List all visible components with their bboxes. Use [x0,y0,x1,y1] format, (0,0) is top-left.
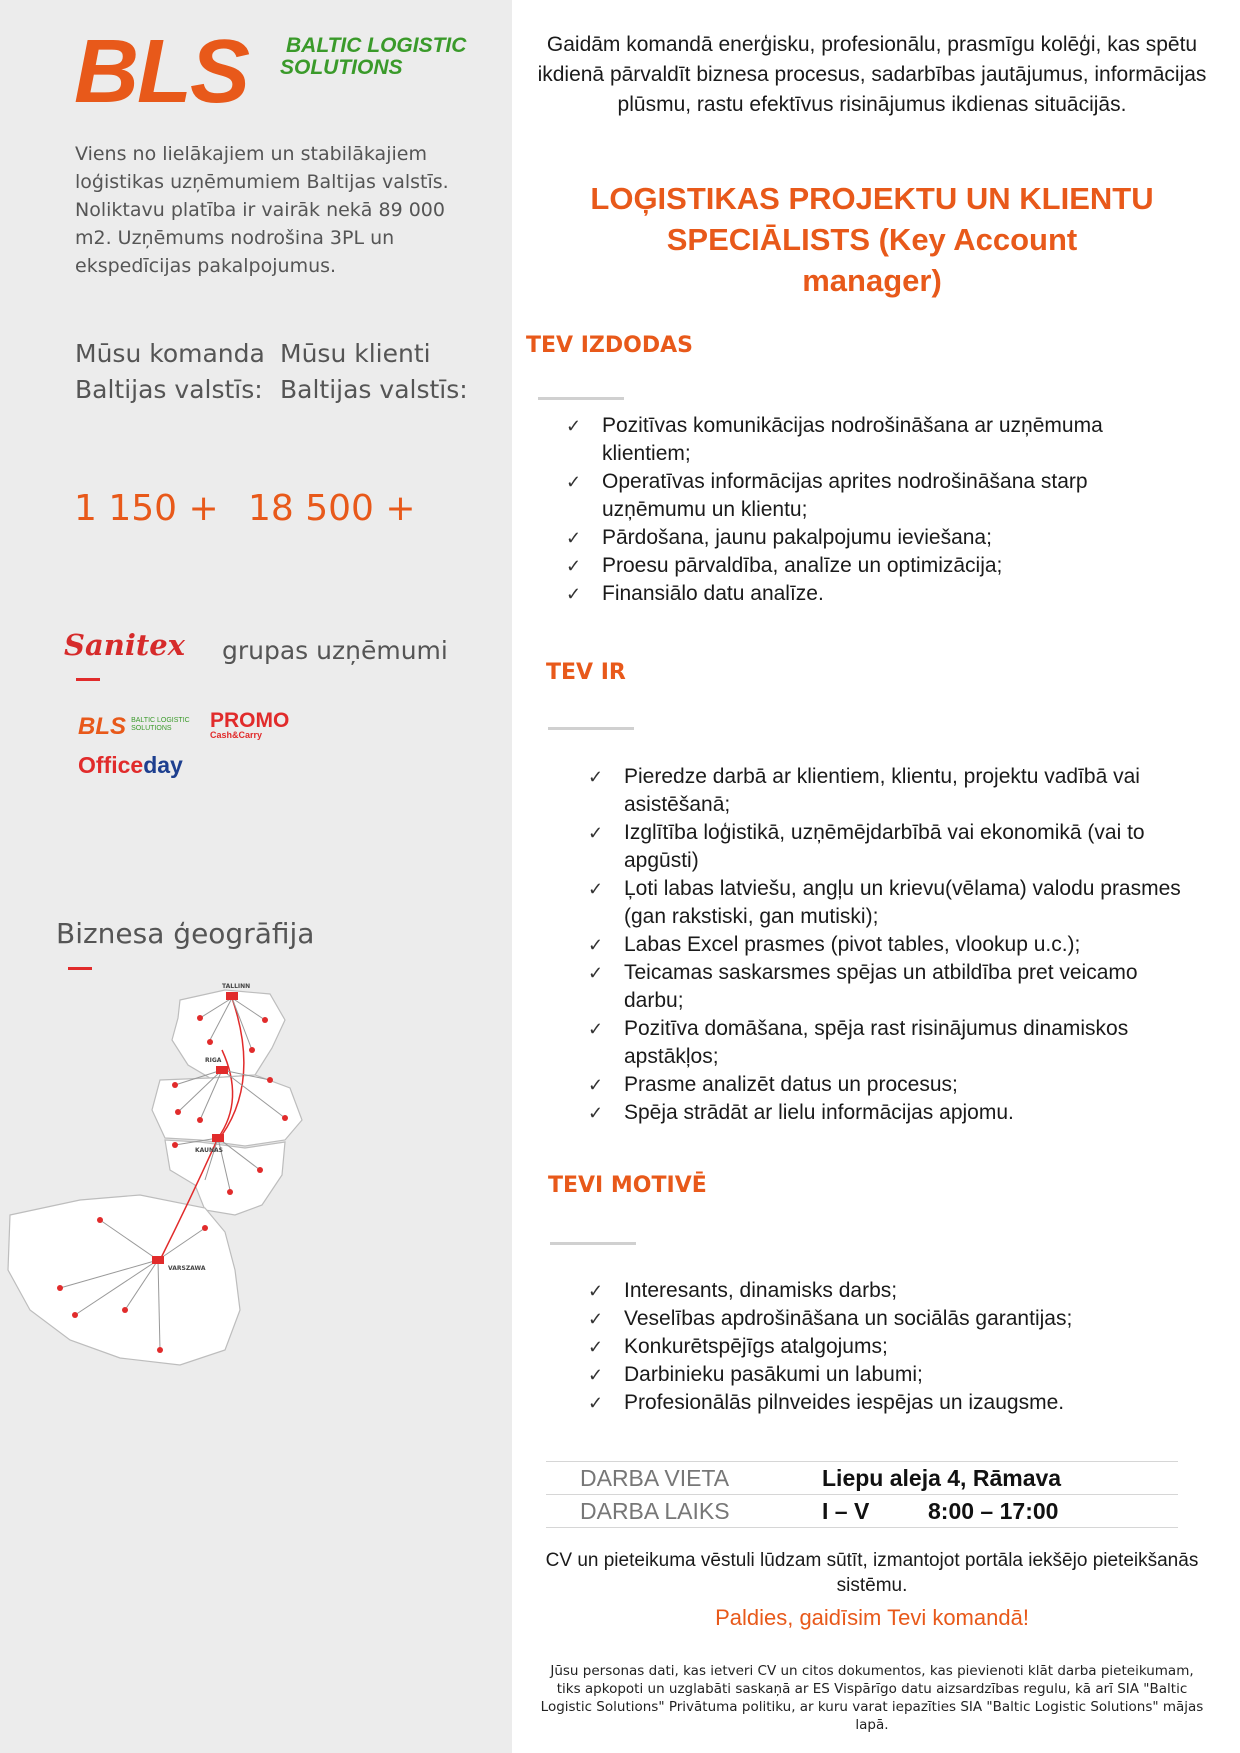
business-map [0,970,310,1394]
checkmark-icon: ✓ [588,767,604,787]
stat-clients [280,336,468,408]
red-divider [76,678,100,681]
info-value-days: I – V [822,1497,870,1524]
section-title-motivation: TEVI MOTIVĒ [548,1173,707,1198]
company-intro: Viens no lielākajiem un stabilākajiem loģistikas uzņēmumiem Baltijas valstīs. Noliktavu platība ir vairāk nekā 89 000 m2. Uzņēmums nodrošina 3PL un ekspedīcijas pakalpojumus. [75,143,449,277]
list-item [588,1277,1188,1305]
list-item-text: Pieredze darbā ar klientiem, klientu, projektu vadībā vai asistēšanā; [624,765,1140,816]
checkmark-icon: ✓ [588,1019,604,1039]
geography-title: Biznesa ģeogrāfija [56,917,315,950]
info-value-place: Liepu aleja 4, Rāmava [822,1464,1062,1491]
stat-team-label-2: Baltijas valstīs: [75,375,263,404]
list-item-text: Profesionālās pilnveides iespējas un izaugsme. [624,1391,1065,1414]
officeday-logo [78,752,183,779]
bls-logo-mark: BLS [74,30,248,110]
checkmark-icon: ✓ [588,879,604,899]
list-item [588,1071,1188,1099]
list-item [566,524,1186,552]
bls-logo-subtitle-1: BALTIC LOGISTIC [286,34,467,57]
checkmark-icon: ✓ [588,1393,604,1413]
job-title-line-3: manager) [802,263,942,298]
list-item-text: Teicamas saskarsmes spējas un atbildība pret veicamo darbu; [624,961,1138,1012]
list-item [588,763,1188,819]
list-item [588,1015,1188,1071]
checkmark-icon: ✓ [566,416,582,436]
requirements-list [588,763,1188,1127]
list-item-text: Veselības apdrošināšana un sociālās garantijas; [624,1307,1073,1330]
stat-team-value: 1 150 + [74,488,219,529]
list-item-text: Pārdošana, jaunu pakalpojumu ieviešana; [602,526,992,549]
job-title [522,178,1222,301]
section-divider [548,727,634,730]
stat-team [75,336,265,408]
vacancy-intro: Gaidām komandā enerģisku, profesionālu, prasmīgu kolēģi, kas spētu ikdienā pārvaldīt biznesa procesus, sadarbības jautājumus, informācijas plūsmu, rastu efektīvus risinājumus ikdienas situācijās. [537,33,1207,116]
privacy-notice: Jūsu personas dati, kas ietveri CV un citos dokumentos, kas pievienoti klāt darba pieteikumam, tiks apkopoti un uzglabāti saskaņā ar ES Vispārīgo datu aizsardzības regulu, kā arī SIA "Baltic Logistic Solutions" Privātuma politiku, ar kuru varat iepazīties SIA "Baltic Logistic Solutions" mājas lapā. [540,1663,1204,1733]
list-item-text: Interesants, dinamisks darbs; [624,1279,898,1302]
info-label-place: DARBA VIETA [580,1464,730,1491]
promo-logo [210,710,289,740]
stat-clients-label-2: Baltijas valstīs: [280,375,468,404]
info-row-place [546,1462,1178,1495]
list-item [566,552,1186,580]
list-item [588,875,1188,931]
list-item-text: Labas Excel prasmes (pivot tables, vlookup u.c.); [624,933,1081,956]
officeday-mark-2: day [143,752,183,778]
checkmark-icon: ✓ [566,528,582,548]
list-item [588,1389,1188,1417]
list-item-text: Pozitīvas komunikācijas nodrošināšana ar uzņēmuma klientiem; [602,414,1103,465]
list-item [588,1361,1188,1389]
list-item-text: Prasme analizēt datus un procesus; [624,1073,958,1096]
info-label-time: DARBA LAIKS [580,1497,730,1524]
map-label-kaunas: KAUNAS [195,1147,223,1154]
group-companies-label: grupas uzņēmumi [222,636,448,665]
map-label-riga: RIGA [205,1057,222,1064]
list-item-text: Operatīvas informācijas aprites nodrošināšana starp uzņēmumu un klientu; [602,470,1088,521]
checkmark-icon: ✓ [588,1309,604,1329]
checkmark-icon: ✓ [588,1103,604,1123]
checkmark-icon: ✓ [588,1337,604,1357]
checkmark-icon: ✓ [566,556,582,576]
list-item-text: Ļoti labas latviešu, angļu un krievu(vēlama) valodu prasmes (gan rakstiski, gan mutiski); [624,877,1181,928]
list-item-text: Proesu pārvaldība, analīze un optimizācija; [602,554,1003,577]
thank-you-note: Paldies, gaidīsim Tevi komandā! [715,1605,1029,1630]
list-item [566,580,1186,608]
stat-clients-value: 18 500 + [248,488,416,529]
bls-logo [74,30,494,110]
job-info-table [546,1461,1178,1528]
checkmark-icon: ✓ [588,1365,604,1385]
sanitex-logo: Sanitex [64,628,185,662]
list-item-text: Spēja strādāt ar lielu informācijas apjomu. [624,1101,1014,1124]
stat-clients-label-1: Mūsu klienti [280,339,431,368]
list-item [588,931,1188,959]
list-item [588,1305,1188,1333]
bls-small-subtitle: BALTIC LOGISTIC SOLUTIONS [131,717,190,732]
list-item-text: Finansiālo datu analīze. [602,582,824,605]
checkmark-icon: ✓ [588,1075,604,1095]
list-item [588,1099,1188,1127]
map-label-varszawa: VARSZAWA [168,1265,206,1272]
officeday-mark-1: Office [78,752,144,778]
checkmark-icon: ✓ [588,1281,604,1301]
list-item-text: Pozitīva domāšana, spēja rast risinājumus dinamiskos apstākļos; [624,1017,1129,1068]
responsibilities-list [566,412,1186,608]
checkmark-icon: ✓ [588,963,604,983]
section-divider [538,397,624,400]
info-row-time [546,1495,1178,1528]
section-title-requirements: TEV IR [546,660,626,685]
checkmark-icon: ✓ [566,472,582,492]
list-item [588,959,1188,1015]
info-value-hours: 8:00 – 17:00 [928,1497,1059,1524]
motivation-list [588,1277,1188,1417]
list-item [566,412,1186,468]
bls-logo-subtitle-2: SOLUTIONS [280,56,403,79]
bls-small-mark: BLS [78,713,126,740]
checkmark-icon: ✓ [588,935,604,955]
section-title-responsibilities: TEV IZDODAS [526,333,693,358]
list-item-text: Izglītība loģistikā, uzņēmējdarbībā vai ekonomikā (vai to apgūsti) [624,821,1145,872]
checkmark-icon: ✓ [588,823,604,843]
list-item-text: Darbinieku pasākumi un labumi; [624,1363,923,1386]
job-title-line-1: LOĢISTIKAS PROJEKTU UN KLIENTU [590,181,1154,216]
promo-subtitle: Cash&Carry [210,730,263,740]
list-item [588,1333,1188,1361]
promo-mark: PROMO [210,709,290,732]
list-item [566,468,1186,524]
section-divider [550,1242,636,1245]
list-item [588,819,1188,875]
bls-small-logo [78,713,191,741]
map-label-tallinn: TALLINN [222,983,251,990]
job-title-line-2: SPECIĀLISTS (Key Account [666,222,1078,257]
stat-team-label-1: Mūsu komanda [75,339,265,368]
checkmark-icon: ✓ [566,584,582,604]
list-item-text: Konkurētspējīgs atalgojums; [624,1335,888,1358]
apply-instructions: CV un pieteikuma vēstuli lūdzam sūtīt, izmantojot portāla iekšējo pieteikšanās sistēmu. [545,1550,1199,1596]
